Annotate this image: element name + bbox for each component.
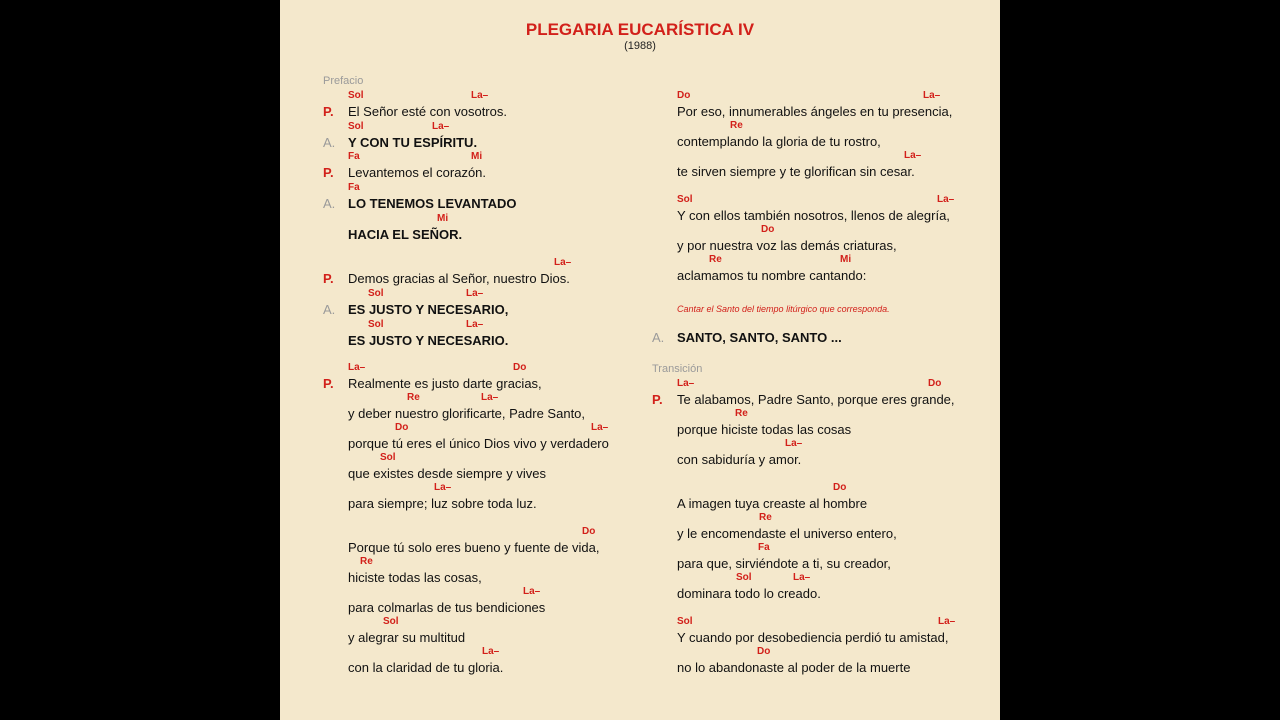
role-marker: P. bbox=[323, 104, 334, 119]
chord-label: Sol bbox=[380, 452, 396, 463]
lyric-line: no lo abandonaste al poder de la muerte bbox=[677, 660, 911, 675]
chord-label: La– bbox=[523, 586, 541, 597]
chord-label: Do bbox=[582, 526, 596, 537]
lyric-line: Te alabamos, Padre Santo, porque eres grande, bbox=[677, 392, 955, 407]
rubric-note: Cantar el Santo del tiempo litúrgico que corresponda. bbox=[677, 304, 890, 314]
lyric-line: Porque tú solo eres bueno y fuente de vida, bbox=[348, 540, 600, 555]
chord-label: La– bbox=[923, 90, 941, 101]
lyric-line: que existes desde siempre y vives bbox=[348, 466, 546, 481]
role-marker: P. bbox=[652, 392, 663, 407]
chord-label: La– bbox=[793, 572, 811, 583]
role-marker: A. bbox=[323, 196, 336, 211]
lyric-line: para siempre; luz sobre toda luz. bbox=[348, 496, 537, 511]
chord-label: Mi bbox=[437, 213, 449, 224]
role-marker: P. bbox=[323, 271, 334, 286]
lyric-line: dominara todo lo creado. bbox=[677, 586, 821, 601]
lyric-line: te sirven siempre y te glorifican sin cesar. bbox=[677, 164, 915, 179]
lyric-line: porque hiciste todas las cosas bbox=[677, 422, 852, 437]
lyric-line: Y con ellos también nosotros, llenos de alegría, bbox=[677, 208, 950, 223]
chord-label: Do bbox=[513, 362, 527, 373]
chord-label: Do bbox=[928, 378, 942, 389]
chord-label: Sol bbox=[368, 288, 384, 299]
chord-label: Re bbox=[759, 512, 772, 523]
lyric-line: ES JUSTO Y NECESARIO, bbox=[348, 302, 509, 317]
chord-label: Fa bbox=[348, 182, 360, 193]
chord-label: La– bbox=[481, 392, 499, 403]
lyric-line: y deber nuestro glorificarte, Padre Santo, bbox=[348, 406, 586, 421]
chord-label: Fa bbox=[348, 151, 360, 162]
lyric-line: y alegrar su multitud bbox=[348, 630, 466, 645]
page-title: PLEGARIA EUCARÍSTICA IV bbox=[525, 20, 755, 39]
lyric-line: Y CON TU ESPÍRITU. bbox=[348, 135, 478, 150]
lyric-line: y por nuestra voz las demás criaturas, bbox=[677, 238, 897, 253]
chord-label: Sol bbox=[368, 319, 384, 330]
chord-label: Sol bbox=[736, 572, 752, 583]
chord-label: Sol bbox=[677, 194, 693, 205]
chord-label: Sol bbox=[348, 90, 364, 101]
chord-label: La– bbox=[677, 378, 695, 389]
lyric-line: El Señor esté con vosotros. bbox=[348, 104, 507, 119]
chord-label: La– bbox=[434, 482, 452, 493]
lyric-line: Por eso, innumerables ángeles en tu presencia, bbox=[677, 104, 953, 119]
chord-label: Do bbox=[677, 90, 691, 101]
chord-label: Re bbox=[730, 120, 743, 131]
lyric-line: ES JUSTO Y NECESARIO. bbox=[348, 333, 509, 348]
chord-label: Do bbox=[761, 224, 775, 235]
lyric-line: aclamamos tu nombre cantando: bbox=[677, 268, 867, 283]
chord-label: Sol bbox=[348, 121, 364, 132]
page-subtitle: (1988) bbox=[624, 40, 656, 52]
lyric-line: para colmarlas de tus bendiciones bbox=[348, 600, 546, 615]
chord-label: La– bbox=[471, 90, 489, 101]
lyric-line: Realmente es justo darte gracias, bbox=[348, 376, 542, 391]
chord-label: La– bbox=[904, 150, 922, 161]
chord-label: La– bbox=[432, 121, 450, 132]
lyric-line: Y cuando por desobediencia perdió tu amistad, bbox=[677, 630, 949, 645]
chord-label: Re bbox=[735, 408, 748, 419]
lyric-line: hiciste todas las cosas, bbox=[348, 570, 482, 585]
chord-label: Sol bbox=[383, 616, 399, 627]
chord-label: Do bbox=[757, 646, 771, 657]
chord-label: La– bbox=[466, 319, 484, 330]
chord-label: Do bbox=[395, 422, 409, 433]
lyric-line: con la claridad de tu gloria. bbox=[348, 660, 504, 675]
lyric-line: A imagen tuya creaste al hombre bbox=[677, 496, 868, 511]
chord-label: Do bbox=[833, 482, 847, 493]
lyric-line: porque tú eres el único Dios vivo y verdadero bbox=[348, 436, 609, 451]
lyric-line: LO TENEMOS LEVANTADO bbox=[348, 196, 517, 211]
chord-label: La– bbox=[938, 616, 956, 627]
section-heading: Prefacio bbox=[323, 75, 364, 87]
role-marker: P. bbox=[323, 376, 334, 391]
lyrics-sheet bbox=[280, 0, 1000, 720]
chord-label: La– bbox=[785, 438, 803, 449]
chord-label: La– bbox=[554, 257, 572, 268]
role-marker: A. bbox=[323, 135, 336, 150]
section-heading: Transición bbox=[652, 363, 703, 375]
chord-label: Re bbox=[407, 392, 420, 403]
role-marker: A. bbox=[323, 302, 336, 317]
chord-label: La– bbox=[466, 288, 484, 299]
chord-label: Re bbox=[360, 556, 373, 567]
lyric-line: contemplando la gloria de tu rostro, bbox=[677, 134, 881, 149]
lyric-line: Levantemos el corazón. bbox=[348, 165, 487, 180]
lyric-line: HACIA EL SEÑOR. bbox=[348, 227, 463, 242]
lyric-line: para que, sirviéndote a ti, su creador, bbox=[677, 556, 891, 571]
role-marker: A. bbox=[652, 330, 665, 345]
chord-label: La– bbox=[482, 646, 500, 657]
lyric-line: SANTO, SANTO, SANTO ... bbox=[677, 330, 842, 345]
chord-label: Re bbox=[709, 254, 722, 265]
chord-label: Mi bbox=[840, 254, 852, 265]
chord-label: Fa bbox=[758, 542, 770, 553]
chord-label: Mi bbox=[471, 151, 483, 162]
chord-label: Sol bbox=[677, 616, 693, 627]
chord-label: La– bbox=[937, 194, 955, 205]
chord-label: La– bbox=[591, 422, 609, 433]
lyric-line: con sabiduría y amor. bbox=[677, 452, 802, 467]
role-marker: P. bbox=[323, 165, 334, 180]
lyric-line: y le encomendaste el universo entero, bbox=[677, 526, 897, 541]
chord-label: La– bbox=[348, 362, 366, 373]
lyric-line: Demos gracias al Señor, nuestro Dios. bbox=[348, 271, 570, 286]
